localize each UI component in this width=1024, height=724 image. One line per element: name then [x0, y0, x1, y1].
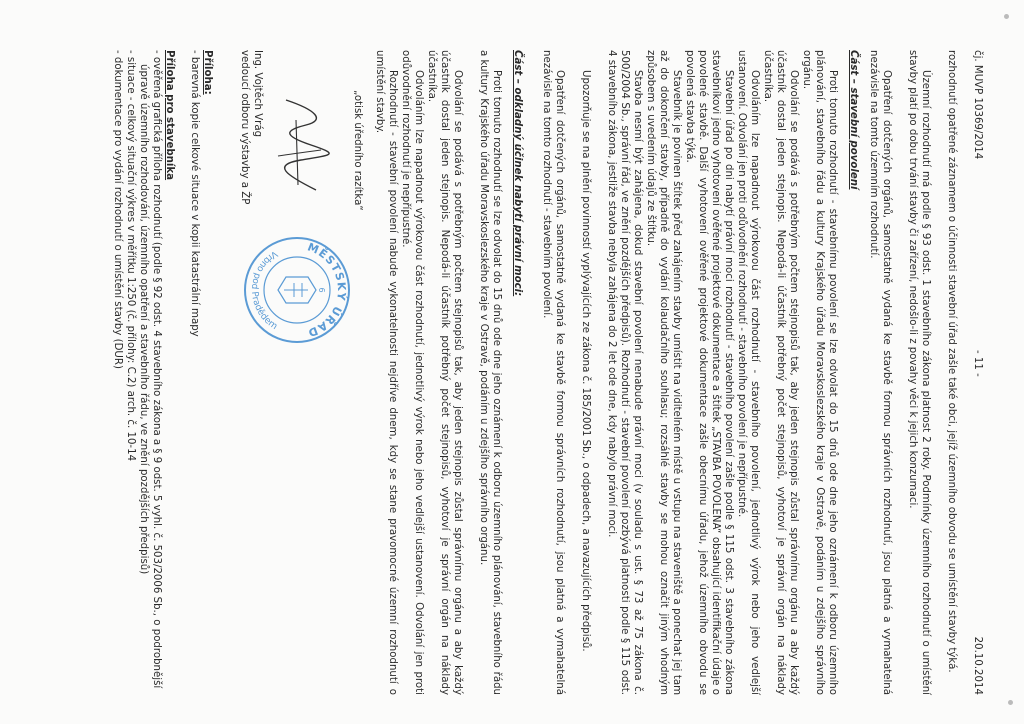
- section1-paragraph: Stavební úřad po dni nabytí právní moci rozhodnutí - stavebního povolení zašle podle § 115 odst. 3 stavebního zákona stavebníkovi jedno vyhotovení ověřené projektové dokumentace a štítek „STAVBA POVOLENA“ obsahující identifikační údaje o povolené stavbě. Další vyhotovení ověřené projektové dokumentace zašle obecnímu úřadu, jehož územního obvodu se povolená stavba týká.: [684, 50, 734, 695]
- section2-paragraph: Rozhodnutí - stavební povolení nabude vykonatelnosti nejdříve dnem, kdy se stane pravomocné územní rozhodnutí o umístění stavby.: [374, 50, 398, 695]
- section1-paragraph: Odvoláním lze napadnout výrokovou část rozhodnutí - stavebního povolení, jednotlivý výrok nebo jeho vedlejší ustanovení. Odvolání jen proti odůvodnění rozhodnutí - stavebního povolení je nepřípustné.: [736, 50, 760, 695]
- reference-number: čj. MUVP 10369/2014: [972, 50, 983, 160]
- builder-attachment-item: - ověřená grafická příloha rozhodnutí (podle § 92 odst. 4 stavebního zákona a § 9 odst. 5 vyhl. č. 503/2006 Sb., o podrobnější úpravě územního rozhodování, územního opatření a stavebního řádu, ve znění pozdějších předpisů): [138, 50, 162, 689]
- stamp-text-bottom: Vrbno pod Pradědem: [248, 248, 279, 332]
- attachments-heading: Příloha:: [202, 50, 213, 95]
- section2-paragraph: Proti tomuto rozhodnutí se lze odvolat do 15 dnů ode dne jeho oznámení k odboru územního plánování, stavebního řádu a kultury Krajského úřadu Moravskoslezského kraje v Ostravě, podáním u zdejšího správního orgánu.: [478, 50, 502, 695]
- section-heading-suspensive-effect: Část – odkladný účinek nabytí právní moci:: [512, 50, 523, 297]
- section2-paragraph: Odvolání se podává s potřebným počtem stejnopisů tak, aby jeden stejnopis zůstal správnímu orgánu a aby každý účastník dostal jeden stejnopis. Nepodá-li účastník potřebný počet stejnopisů, vyhotoví je správní orgán na náklady účastníka.: [426, 50, 463, 695]
- intro-paragraph: Opatření dotčených orgánů, samostatně vydaná ke stavbě formou správních rozhodnutí, jsou platná a vymahatelná nezávisle na tomto územním rozhodnutí.: [868, 50, 892, 695]
- section2-paragraph: Odvoláním lze napadnout výrokovou část rozhodnutí, jednotlivý výrok nebo jeho vedlejší ustanovení. Odvolání jen proti odůvodnění rozhodnutí je nepřípustné.: [400, 50, 424, 695]
- section-heading-building-permit: Část – stavební povolení: [848, 50, 859, 190]
- stamp-note: „otisk úředního razítka“: [352, 90, 363, 211]
- stamp-number: 6: [317, 287, 326, 293]
- section1-paragraph: Opatření dotčených orgánů, samostatně vydaná ke stavbě formou správních rozhodnutí, jsou platná a vymahatelná nezávisle na tomto rozhodnutí - stavebním povolení.: [541, 50, 565, 695]
- intro-paragraph: rozhodnutí opatřené záznamem o účinnosti stavební úřad zašle také obci, jejíž územního obvodu se umístění stavby týká.: [946, 50, 957, 673]
- signatory-title: vedoucí odboru výstavby a ŽP: [239, 50, 250, 205]
- builder-attachment-item: - situace - celkový situační výkres v měřítku 1:250 (č. přílohy: C.2) arch. č. 10-14: [125, 50, 136, 462]
- stamp-text-top: MĚSTSKÝ ÚŘAD: [305, 240, 349, 340]
- section1-paragraph: Odvolání se podává s potřebným počtem stejnopisů tak, aby jeden stejnopis zůstal správnímu orgánu a aby každý účastník dostal jeden stejnopis. Nepodá-li účastník potřebný počet stejnopisů, vyhotoví je správní orgán na náklady účastníka.: [762, 50, 799, 695]
- page-number: - 11 -: [972, 350, 983, 377]
- intro-paragraph: Územní rozhodnutí má podle § 93 odst. 1 stavebního zákona platnost 2 roky. Podmínky územního rozhodnutí o umístění stavby platí po dobu trvání stavby či zařízení, nedošlo-li z povahy věci k jejich konzumaci.: [907, 50, 931, 695]
- svg-text:MĚSTSKÝ ÚŘAD: [306, 240, 349, 339]
- attachment-item: - barevná kopie celkové situace v kopii katastrální mapy: [189, 50, 200, 337]
- builder-attachments-heading: Příloha pro stavebníka: [164, 50, 175, 181]
- section1-paragraph: Upozorňuje se na plnění povinností vyplývajících ze zákona č. 185/2001 Sb., o odpadech, a navazujících předpisů.: [580, 70, 591, 652]
- official-stamp: [242, 235, 352, 345]
- signature-drawing: [274, 90, 336, 210]
- page-header: [970, 50, 984, 695]
- builder-attachment-item: - dokumentace pro vydání rozhodnutí o umístění stavby (DUR): [112, 50, 123, 369]
- builder-attachments-list: [111, 50, 163, 695]
- section1-paragraph: Stavba nesmí být zahájena, dokud stavební povolení nenabude právní moci (v souladu s ust. § 73 až 75 zákona č. 500/2004 Sb., správní řád, ve znění pozdějších předpisů). Rozhodnutí - stavební povolení pozbývá platnosti podle § 115 odst. 4 stavebního zákona, jestliže stavba nebyla zahájena do 2 let ode dne, kdy nabylo právní moci.: [606, 50, 643, 695]
- signatory-name: Ing. Vojtěch Vrág: [252, 50, 263, 138]
- document-date: 20.10.2014: [972, 636, 983, 695]
- section1-paragraph: Stavebník je povinen štítek před zahájením stavby umístit na viditelném místě u vstupu na staveniště a ponechat jej tam až do dokončení stavby, případně do vydání kolaudačního souhlasu; rozsáhlé stavby se mohou označit jiným vhodným způsobem s uvedením údajů ze štítku.: [645, 50, 682, 695]
- section1-paragraph: Proti tomuto rozhodnutí - stavebnímu povolení se lze odvolat do 15 dnů ode dne jeho oznámení k odboru územního plánování, stavebního řádu a kultury Krajského úřadu Moravskoslezského kraje v Ostravě, podáním u zdejšího správního orgánu.: [801, 50, 838, 695]
